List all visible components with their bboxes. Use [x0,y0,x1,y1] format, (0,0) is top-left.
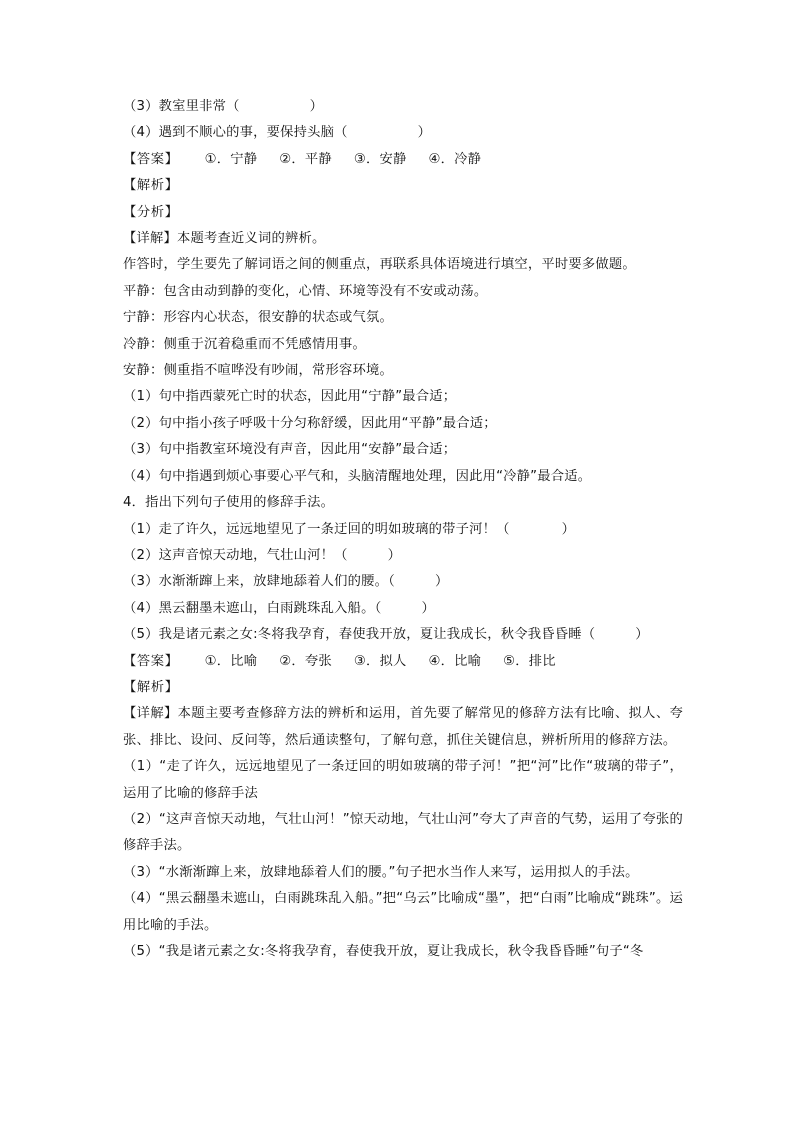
definition-ningjing: 宁静：形容内心状态，很安静的状态或气氛。 [123,310,393,326]
item-text: （3）教室里非常（ [123,99,240,114]
answer-tag: 【答案】 [123,151,179,167]
close-paren: ） [387,547,402,563]
close-paren: ） [309,99,324,114]
definition-anjing: 安静：侧重指不喧哗没有吵闹，常形容环境。 [123,363,393,379]
reason-1: （1）句中指西蒙死亡时的状态，因此用“宁静”最合适； [123,389,457,405]
answer-item: ③．安静 [353,151,407,167]
question-4-title: 4．指出下列句子使用的修辞手法。 [123,495,335,511]
answer-item: ⑤．排比 [503,653,556,669]
analysis-1: （1）“走了许久，远远地望见了一条迂回的明如玻璃的带子河！”把“河”比作“玻璃的带子”，运用了比喻的修辞手法 [123,759,683,801]
close-paren: ） [434,574,449,590]
close-paren: ） [417,125,432,141]
close-paren: ） [561,521,576,537]
analysis-5: （5）“我是诸元素之女:冬将我孕育，春使我开放，夏让我成长，秋令我昏昏睡”句子“冬 [123,944,644,959]
question-4-item-5 [123,622,683,648]
close-paren: ） [421,600,435,616]
item-text: （4）黑云翻墨未遮山，白雨跳珠乱入船。（ [123,600,382,616]
close-paren: ） [635,627,649,643]
item-text: （4）遇到不顺心的事，要保持头脑（ [123,125,348,141]
item-text: （2）这声音惊天动地，气壮山河！（ [123,547,348,563]
definition-lengjing: 冷静：侧重于沉着稳重而不凭感情用事。 [123,336,366,352]
item-text: （3）水渐渐蹿上来，放肆地舔着人们的腰。（ [123,574,395,590]
explanation-line: 作答时，学生要先了解词语之间的侧重点，再联系具体语境进行填空，平时要多做题。 [123,257,636,273]
question-4-item-4 [123,596,683,622]
analysis-4: （4）“黑云翻墨未遮山，白雨跳珠乱入船。”把“乌云”比喻成“墨”，把“白雨”比喻成“跳珠”。运用比喻的手法。 [123,891,683,933]
fenxi-tag: 【分析】 [123,204,179,220]
question-4-item-2 [123,543,683,569]
answer-line-1 [123,147,683,173]
xiangjie-2: 【详解】本题主要考查修辞方法的辨析和运用，首先要了解常见的修辞方法有比喻、拟人、夸张、排比、设问、反问等，然后通读整句，了解句意，抓住关键信息，辨析所用的修辞方法。 [123,706,683,748]
question-4-item-1 [123,517,683,543]
document-content [123,94,683,965]
answer-tag: 【答案】 [123,653,179,669]
item-text: （5）我是诸元素之女:冬将我孕育，春使我开放，夏让我成长，秋令我昏昏睡（ [123,627,596,643]
question-3-item-3 [123,94,683,120]
xiangjie-1: 【详解】本题考查近义词的辨析。 [123,231,326,247]
answer-item: ②．平静 [279,151,332,167]
answer-item: ④．冷静 [428,151,482,167]
question-3-item-4 [123,120,683,146]
analysis-3: （3）“水渐渐蹿上来，放肆地舔着人们的腰。”句子把水当作人来写，运用拟人的手法。 [123,864,639,880]
answer-item: ①．比喻 [204,653,258,669]
answer-item: ③．拟人 [353,653,407,669]
answer-item: ④．比喻 [428,653,482,669]
jiexi-tag-1: 【解析】 [123,178,179,194]
analysis-2: （2）“这声音惊天动地，气壮山河！”惊天动地，气壮山河”夸大了声音的气势，运用了夸张的修辞手法。 [123,811,683,854]
reason-2: （2）句中指小孩子呼吸十分匀称舒缓，因此用“平静”最合适； [123,415,497,431]
reason-4: （4）句中指遇到烦心事要心平气和，头脑清醒地处理，因此用“冷静”最合适。 [123,468,592,484]
answer-item: ①．宁静 [204,151,258,167]
reason-3: （3）句中指教室环境没有声音，因此用“安静”最合适； [123,442,457,458]
jiexi-tag-2: 【解析】 [123,679,179,695]
answer-item: ②．夸张 [279,653,332,669]
item-text: （1）走了许久，远远地望见了一条迂回的明如玻璃的带子河！（ [123,521,510,537]
definition-pingjing: 平静：包含由动到静的变化，心情、环境等没有不安或动荡。 [123,283,488,299]
question-4-item-3 [123,569,683,595]
answer-line-2 [123,649,683,675]
